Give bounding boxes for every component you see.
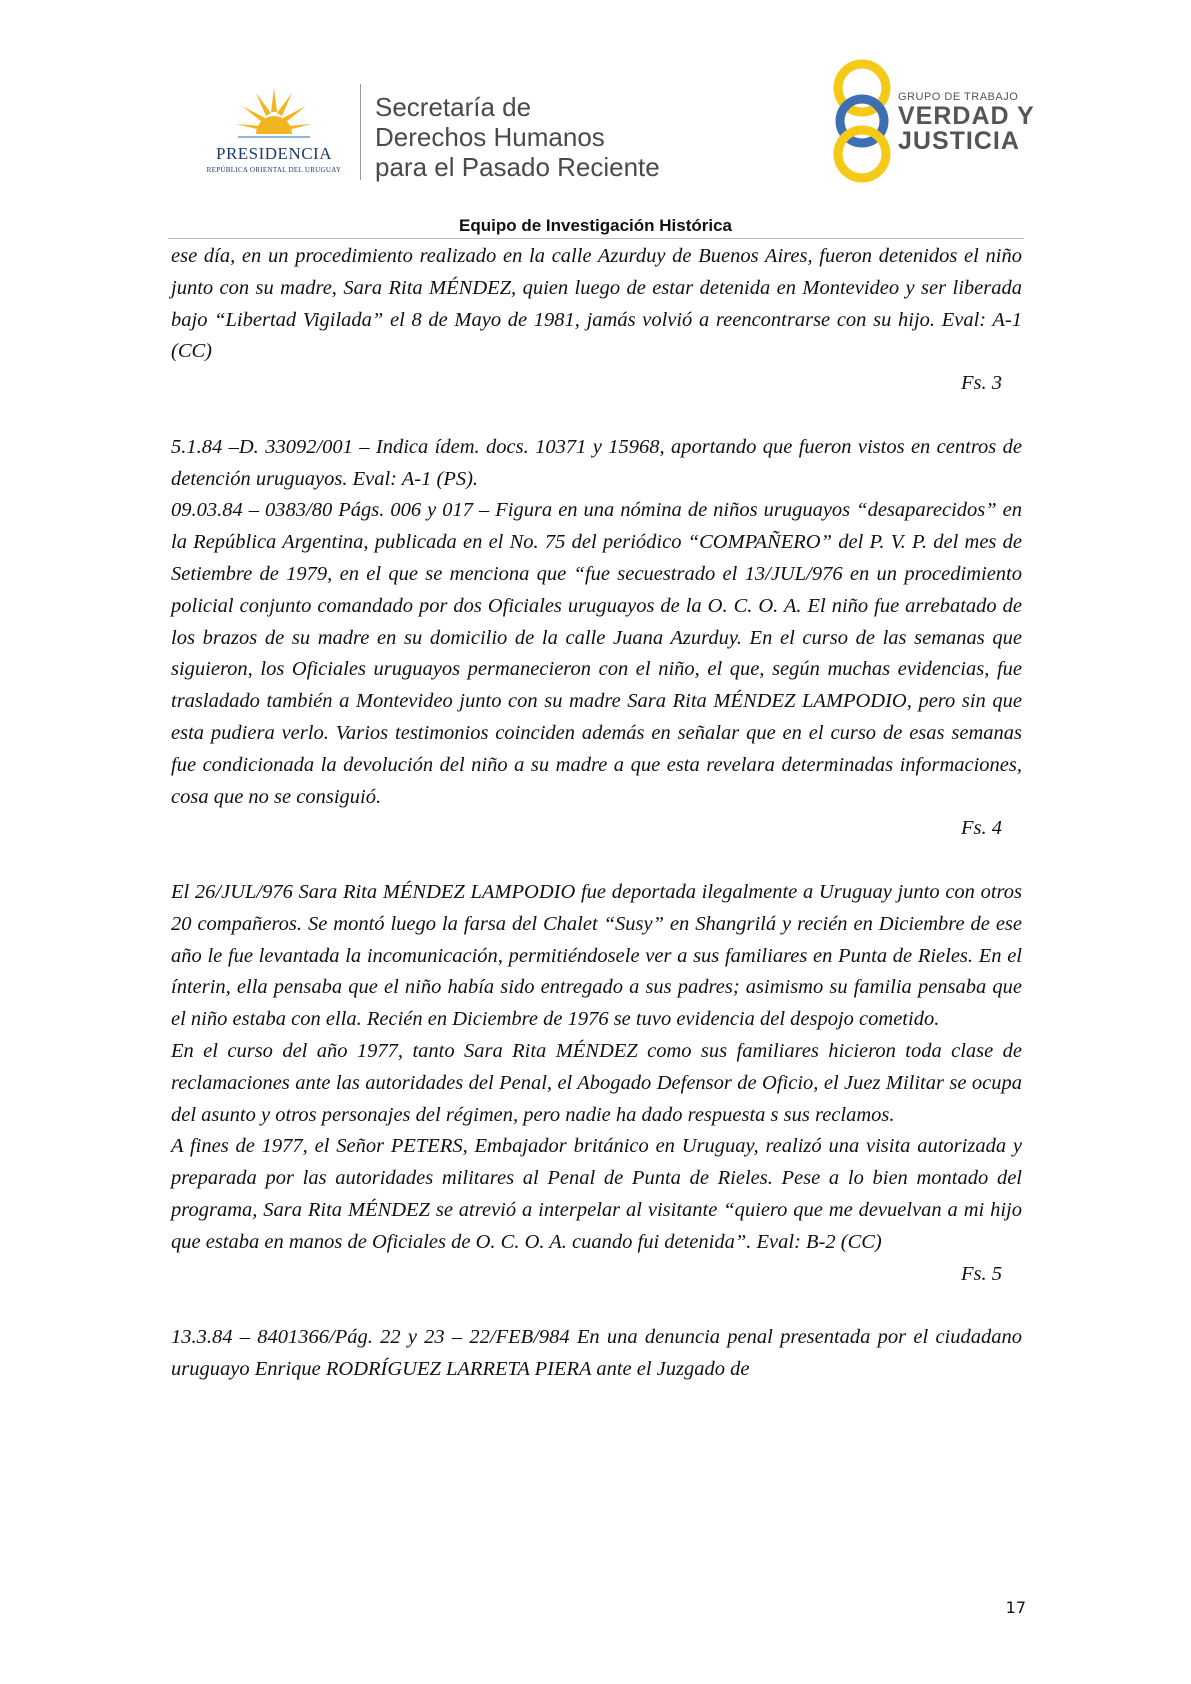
spacer: [171, 845, 1022, 877]
paragraph-7: 13.3.84 – 8401366/Pág. 22 y 23 – 22/FEB/984 En una denuncia penal presentada por el ciudadano uruguayo Enrique RODRÍGUEZ LARRETA PIERA ante el Juzgado de: [171, 1326, 1022, 1380]
presidencia-name: PRESIDENCIA: [215, 144, 332, 163]
header-divider: [360, 84, 361, 180]
paragraph-6: A fines de 1977, el Señor PETERS, Embajador británico en Uruguay, realizó una visita autorizada y preparada por las autoridades militares al Penal de Punta de Rieles. Pese a lo bien montado del programa, Sara Rita MÉNDEZ se atrevió a interpelar al visitante “quiero que me devuelvan a mi hijo que estaba en manos de Oficiales de O. C. O. A. cuando fui detenida”. Eval: B-2 (CC): [171, 1135, 1022, 1253]
folio-reference-4: Fs. 4: [961, 817, 1002, 840]
sun-icon: [234, 84, 314, 144]
justicia-label: JUSTICIA: [898, 127, 1020, 155]
paragraph-1: ese día, en un procedimiento realizado en la calle Azurduy de Buenos Aires, fueron detenidos el niño junto con su madre, Sara Rita MÉNDEZ, quien luego de estar detenida en Montevideo y ser liberada bajo “Libertad Vigilada” el 8 de Mayo de 1981, jamás volvió a reencontrarse con su hijo. Eval: A-1 (CC): [171, 245, 1022, 363]
spacer: [171, 1290, 1022, 1322]
paragraph-5: En el curso del año 1977, tanto Sara Rita MÉNDEZ como sus familiares hicieron toda clase de reclamaciones ante las autoridades del Penal, el Abogado Defensor de Oficio, el Juez Militar se ocupa del asunto y otros personajes del régimen, pero nadie ha dado respuesta s sus reclamos.: [171, 1039, 1022, 1126]
verdad-y-label: VERDAD Y: [898, 102, 1035, 130]
presidencia-subtitle: REPÚBLICA ORIENTAL DEL URUGUAY: [206, 166, 342, 174]
paragraph-2: 5.1.84 –D. 33092/001 – Indica ídem. docs. 10371 y 15968, aportando que fueron vistos en centros de detención uruguayos. Eval: A-1 (PS).: [171, 435, 1022, 490]
page-number: 17: [1005, 1598, 1026, 1617]
secretaria-logo-text: [375, 92, 715, 182]
paragraph-4: El 26/JUL/976 Sara Rita MÉNDEZ LAMPODIO fue deportada ilegalmente a Uruguay junto con otros 20 compañeros. Se montó luego la farsa del Chalet “Susy” en Shangrilá y recién en Diciembre de ese año le fue levantada la incomunicación, permitiéndosele ver a sus familiares en Punta de Rieles. En el ínterin, ella pensaba que el niño había sido entregado a sus padres; asimismo su familia pensaba que el niño estaba con ella. Recién en Diciembre de 1976 se tuvo evidencia del despojo cometido.: [171, 880, 1022, 1031]
verdad-justicia-text: [898, 90, 1035, 154]
grupo-de-trabajo-label: GRUPO DE TRABAJO: [898, 91, 1019, 103]
folio-reference-3: Fs. 3: [961, 372, 1002, 395]
folio-reference-5: Fs. 5: [961, 1262, 1002, 1285]
paragraph-3: 09.03.84 – 0383/80 Págs. 006 y 017 – Figura en una nómina de niños uruguayos “desaparecidos” en la República Argentina, publicada en el No. 75 del periódico “COMPAÑERO” del P. V. P. del mes de Setiembre de 1979, en el que se menciona que “fue secuestrado el 13/JUL/976 en un procedimiento policial conjunto comandado por dos Oficiales uruguayos de la O. C. O. A. El niño fue arrebatado de los brazos de su madre en su domicilio de la calle Juana Azurduy. En el curso de las semanas que siguieron, los Oficiales uruguayos permanecieron con el niño, el que, según muchas evidencias, fue trasladado también a Montevideo junto con su madre Sara Rita MÉNDEZ LAMPODIO, pero sin que esta pudiera verlo. Varios testimonios coinciden además en señalar que en el curso de esas semanas fue condicionada la devolución del niño a su madre a que esta revelara determinadas informaciones, cosa que no se consiguió.: [171, 499, 1022, 808]
secretaria-line-1: Secretaría de: [375, 92, 532, 122]
secretaria-line-3: para el Pasado Reciente: [375, 152, 660, 182]
presidencia-logo: [196, 84, 352, 180]
header-rule: [168, 238, 1024, 239]
verdad-justicia-rings-icon: [820, 58, 910, 184]
document-body: [171, 241, 1022, 1386]
secretaria-line-2: Derechos Humanos: [375, 122, 605, 152]
team-title: Equipo de Investigación Histórica: [459, 216, 732, 235]
spacer: [171, 400, 1022, 432]
page-header: [0, 0, 1191, 240]
